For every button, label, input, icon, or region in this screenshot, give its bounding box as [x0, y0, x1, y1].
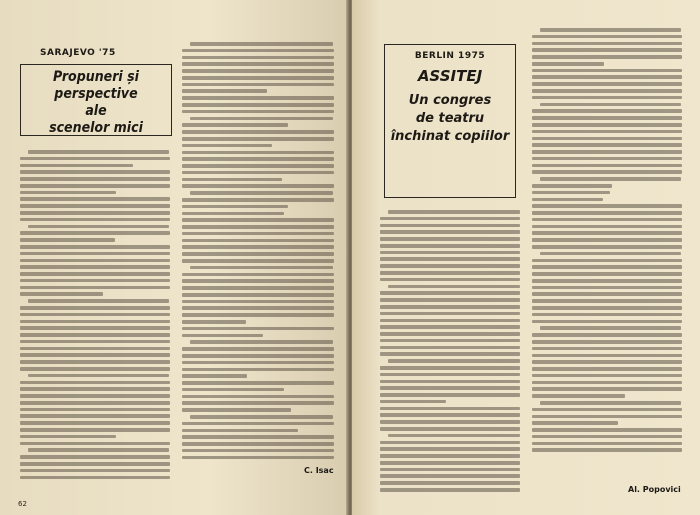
text-line — [20, 469, 170, 473]
text-line — [380, 420, 520, 424]
text-line — [20, 292, 103, 296]
text-line — [182, 205, 288, 209]
text-line — [182, 96, 334, 100]
text-line — [182, 252, 334, 256]
text-line — [532, 448, 682, 452]
text-line — [182, 347, 334, 351]
text-line — [380, 332, 520, 336]
text-line — [532, 408, 682, 412]
text-line — [182, 144, 272, 148]
text-line — [182, 198, 334, 202]
text-line — [182, 273, 334, 277]
text-line — [532, 442, 682, 446]
text-line — [20, 347, 170, 351]
text-line — [182, 456, 334, 460]
text-line — [380, 427, 520, 431]
text-line — [380, 237, 520, 241]
text-line — [20, 184, 170, 188]
text-line — [28, 374, 169, 378]
text-line — [182, 313, 334, 317]
text-line — [182, 212, 284, 216]
text-line — [532, 62, 604, 66]
right-article-column-1 — [380, 210, 520, 502]
text-line — [20, 367, 170, 371]
text-line — [182, 259, 334, 263]
right-title-line3: de teatru — [415, 111, 485, 126]
text-line — [532, 123, 682, 127]
text-line — [20, 238, 115, 242]
text-line — [380, 339, 520, 343]
text-line — [380, 278, 520, 282]
text-line — [28, 150, 169, 154]
text-line — [380, 380, 520, 384]
text-line — [182, 320, 246, 324]
text-line — [20, 333, 170, 337]
text-line — [20, 259, 170, 263]
text-line — [388, 434, 520, 438]
text-line — [532, 231, 682, 235]
text-line — [532, 381, 682, 385]
text-line — [532, 204, 682, 208]
text-line — [532, 35, 682, 39]
text-line — [182, 361, 334, 365]
text-line — [28, 225, 169, 229]
left-title-line1: Propuneri și perspective — [53, 69, 139, 102]
text-line — [182, 306, 334, 310]
text-line — [532, 354, 682, 358]
text-line — [182, 327, 334, 331]
text-line — [20, 170, 170, 174]
text-line — [20, 177, 170, 181]
text-line — [532, 198, 603, 202]
text-line — [190, 42, 333, 46]
left-author-signature: C. Isac — [304, 466, 334, 475]
text-line — [532, 164, 682, 168]
text-line — [380, 393, 520, 397]
text-line — [182, 388, 284, 392]
text-line — [182, 401, 334, 405]
text-line — [532, 82, 682, 86]
text-line — [380, 264, 520, 268]
text-line — [182, 395, 334, 399]
right-article-column-2 — [532, 28, 682, 466]
text-line — [182, 62, 334, 66]
text-line — [20, 306, 170, 310]
body-text-lines — [532, 28, 682, 452]
text-line — [532, 347, 682, 351]
text-line — [190, 415, 333, 419]
text-line — [20, 455, 170, 459]
text-line — [532, 42, 682, 46]
text-line — [190, 266, 333, 270]
text-line — [532, 69, 682, 73]
text-line — [388, 359, 520, 363]
text-line — [532, 89, 682, 93]
text-line — [20, 218, 170, 222]
text-line — [540, 177, 681, 181]
text-line — [20, 231, 170, 235]
text-line — [190, 191, 333, 195]
right-author-signature: Al. Popovici — [628, 485, 681, 494]
text-line — [182, 286, 334, 290]
text-line — [182, 293, 334, 297]
text-line — [20, 387, 170, 391]
text-line — [182, 218, 334, 222]
text-line — [182, 171, 334, 175]
text-line — [532, 374, 682, 378]
text-line — [380, 298, 520, 302]
text-line — [20, 401, 170, 405]
text-line — [380, 346, 520, 350]
text-line — [380, 257, 520, 261]
text-line — [182, 123, 288, 127]
text-line — [20, 204, 170, 208]
text-line — [532, 137, 682, 141]
text-line — [532, 286, 682, 290]
text-line — [380, 454, 520, 458]
left-title-line3: scenelor mici — [49, 120, 143, 136]
text-line — [532, 259, 682, 263]
left-article-column-1 — [20, 150, 170, 490]
text-line — [182, 89, 267, 93]
text-line — [20, 435, 116, 439]
text-line — [532, 55, 682, 59]
text-line — [182, 449, 334, 453]
text-line — [182, 374, 247, 378]
text-line — [380, 447, 520, 451]
text-line — [380, 366, 520, 370]
text-line — [380, 325, 520, 329]
text-line — [380, 481, 520, 485]
text-line — [532, 191, 610, 195]
text-line — [190, 340, 333, 344]
text-line — [380, 291, 520, 295]
right-title-line2: Un congres — [408, 93, 492, 108]
text-line — [182, 408, 291, 412]
text-line — [20, 313, 170, 317]
left-title-line2: ale — [85, 103, 107, 119]
text-line — [540, 103, 681, 107]
text-line — [20, 408, 170, 412]
text-line — [532, 238, 682, 242]
text-line — [380, 217, 520, 221]
text-line — [20, 421, 170, 425]
page-number: 62 — [18, 500, 27, 508]
body-text-lines — [380, 210, 520, 492]
text-line — [20, 197, 170, 201]
text-line — [532, 340, 682, 344]
text-line — [380, 244, 520, 248]
text-line — [532, 184, 612, 188]
text-line — [380, 271, 520, 275]
text-line — [532, 421, 618, 425]
text-line — [532, 428, 682, 432]
body-text-lines — [182, 42, 334, 459]
text-line — [20, 428, 170, 432]
text-line — [532, 109, 682, 113]
text-line — [182, 422, 334, 426]
text-line — [20, 414, 170, 418]
text-line — [380, 468, 520, 472]
text-line — [532, 292, 682, 296]
text-line — [20, 245, 170, 249]
text-line — [380, 373, 520, 377]
text-line — [380, 413, 520, 417]
text-line — [532, 320, 682, 324]
text-line — [380, 230, 520, 234]
text-line — [532, 75, 682, 79]
text-line — [380, 251, 520, 255]
text-line — [540, 326, 681, 330]
text-line — [182, 76, 334, 80]
text-line — [388, 210, 520, 214]
text-line — [182, 279, 334, 283]
text-line — [182, 69, 334, 73]
text-line — [182, 232, 334, 236]
text-line — [182, 334, 263, 338]
text-line — [532, 299, 682, 303]
text-line — [20, 353, 170, 357]
text-line — [380, 488, 520, 492]
text-line — [182, 83, 334, 87]
text-line — [182, 110, 334, 114]
text-line — [532, 96, 682, 100]
text-line — [182, 137, 334, 141]
text-line — [20, 394, 170, 398]
text-line — [380, 386, 520, 390]
text-line — [20, 211, 170, 215]
text-line — [182, 381, 334, 385]
text-line — [540, 401, 681, 405]
text-line — [20, 252, 170, 256]
text-line — [532, 435, 682, 439]
right-kicker: BERLIN 1975 — [414, 51, 486, 61]
text-line — [20, 340, 170, 344]
text-line — [182, 130, 334, 134]
text-line — [182, 225, 334, 229]
text-line — [182, 184, 334, 188]
left-kicker: SARAJEVO '75 — [40, 48, 116, 58]
text-line — [182, 164, 334, 168]
text-line — [532, 306, 682, 310]
text-line — [20, 164, 133, 168]
text-line — [532, 245, 682, 249]
text-line — [532, 387, 682, 391]
text-line — [532, 116, 682, 120]
text-line — [532, 415, 682, 419]
text-line — [182, 239, 334, 243]
right-title-line4: închinat copiilor — [390, 129, 510, 144]
text-line — [532, 225, 682, 229]
text-line — [20, 476, 170, 480]
left-article-column-2 — [182, 42, 334, 467]
text-line — [20, 157, 170, 161]
text-line — [380, 407, 520, 411]
text-line — [380, 224, 520, 228]
text-line — [20, 462, 170, 466]
text-line — [532, 48, 682, 52]
text-line — [532, 211, 682, 215]
text-line — [182, 56, 334, 60]
text-line — [182, 178, 282, 182]
text-line — [532, 170, 682, 174]
text-line — [380, 441, 520, 445]
text-line — [20, 442, 170, 446]
text-line — [532, 157, 682, 161]
text-line — [20, 326, 170, 330]
text-line — [182, 442, 334, 446]
text-line — [388, 285, 520, 289]
text-line — [20, 360, 170, 364]
text-line — [532, 150, 682, 154]
text-line — [532, 218, 682, 222]
text-line — [532, 279, 682, 283]
text-line — [380, 305, 520, 309]
text-line — [182, 300, 334, 304]
text-line — [20, 265, 170, 269]
text-line — [380, 474, 520, 478]
text-line — [28, 299, 169, 303]
left-page — [0, 0, 348, 515]
text-line — [20, 320, 170, 324]
text-line — [182, 151, 334, 155]
text-line — [190, 117, 333, 121]
text-line — [532, 360, 682, 364]
text-line — [182, 49, 334, 53]
text-line — [532, 272, 682, 276]
right-page — [352, 0, 700, 515]
text-line — [182, 435, 334, 439]
text-line — [20, 286, 170, 290]
text-line — [20, 272, 170, 276]
text-line — [182, 354, 334, 358]
text-line — [532, 394, 625, 398]
text-line — [532, 313, 682, 317]
text-line — [28, 448, 169, 452]
left-title-box — [20, 64, 172, 136]
text-line — [540, 28, 681, 32]
text-line — [532, 367, 682, 371]
text-line — [380, 352, 520, 356]
text-line — [532, 333, 682, 337]
body-text-lines — [20, 150, 170, 479]
text-line — [182, 245, 334, 249]
text-line — [532, 130, 682, 134]
text-line — [380, 400, 446, 404]
text-line — [380, 312, 520, 316]
text-line — [20, 279, 170, 283]
text-line — [20, 191, 116, 195]
text-line — [182, 103, 334, 107]
text-line — [380, 461, 520, 465]
text-line — [532, 143, 682, 147]
text-line — [182, 368, 334, 372]
text-line — [380, 319, 520, 323]
text-line — [182, 429, 298, 433]
right-title-line1: ASSITEJ — [417, 67, 483, 85]
text-line — [540, 252, 681, 256]
right-title-box — [384, 44, 516, 198]
text-line — [20, 381, 170, 385]
text-line — [182, 157, 334, 161]
text-line — [532, 265, 682, 269]
